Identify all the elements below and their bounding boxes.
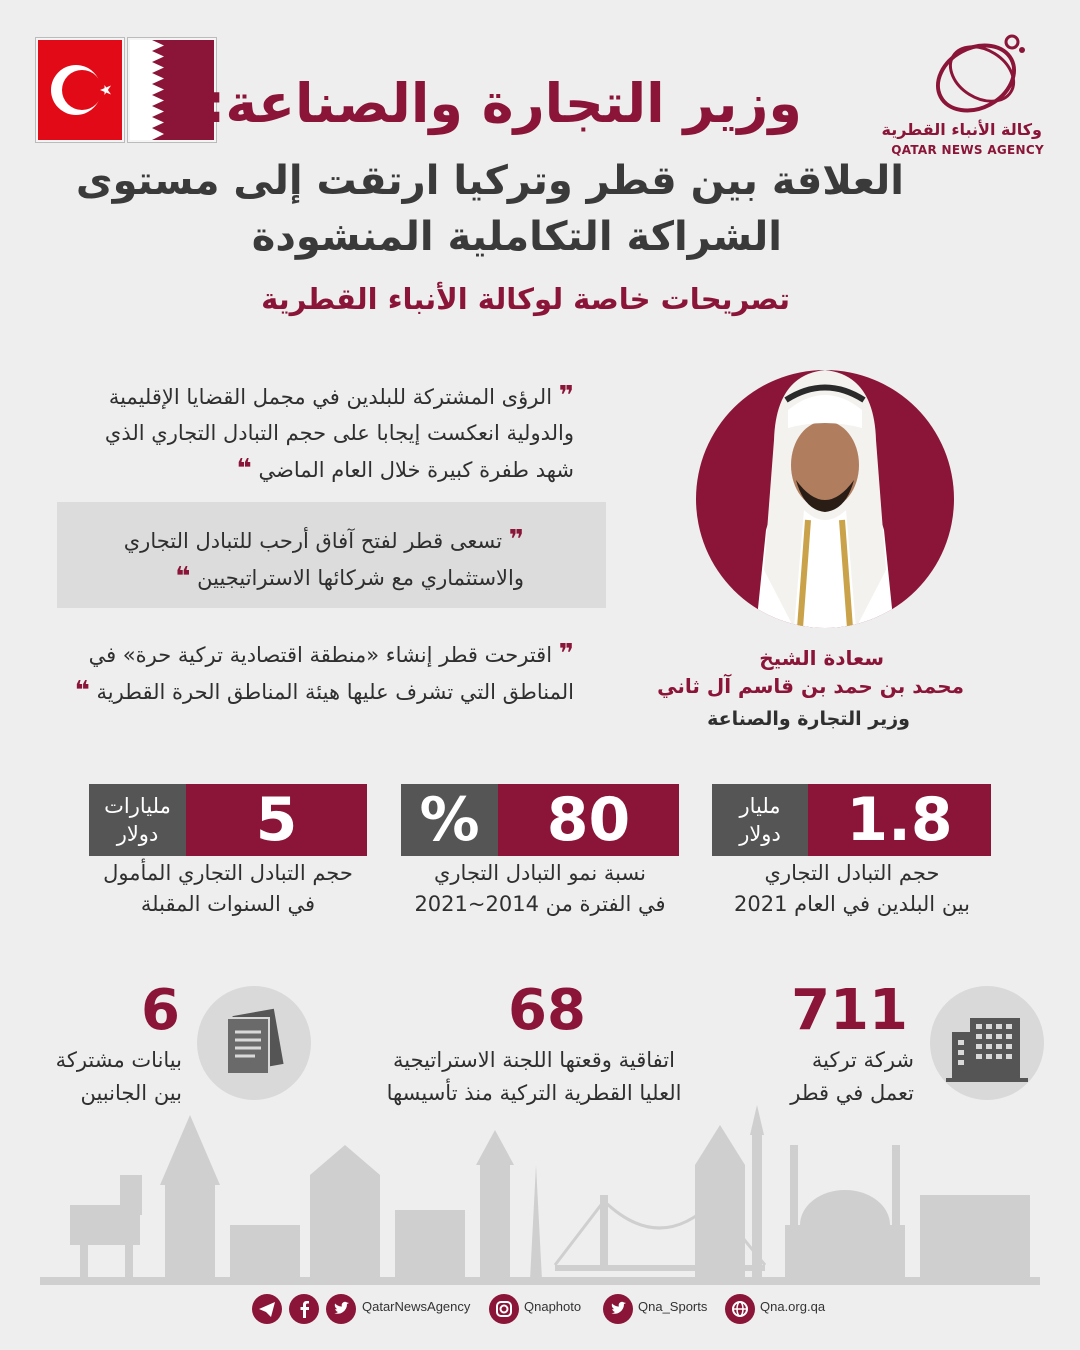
- joint-statements-caption: [56, 1044, 182, 1110]
- unit-line1: مليارات: [104, 794, 171, 818]
- quote-open-mark: ❞: [558, 381, 574, 411]
- skyline-illustration: [40, 1105, 1040, 1285]
- instagram-icon[interactable]: [489, 1294, 519, 1324]
- companies-count: 711: [791, 978, 908, 1043]
- stat-expected-caption: [70, 858, 386, 920]
- quote-2-text: تسعى قطر لفتح آفاق أرحب للتبادل التجاري والاستثماري مع شركائها الاستراتيجيين: [123, 529, 524, 590]
- logo-arabic-name: وكالة الأنباء القطرية: [881, 120, 1042, 139]
- caption-line1: اتفاقية وقعتها اللجنة الاستراتيجية: [393, 1048, 675, 1072]
- caption-line1: شركة تركية: [811, 1048, 914, 1072]
- footer-website[interactable]: Qna.org.qa: [760, 1299, 826, 1314]
- telegram-icon[interactable]: [252, 1294, 282, 1324]
- quote-3: [74, 636, 574, 710]
- turkey-flag: [36, 38, 124, 142]
- quote-1-text: الرؤى المشتركة للبلدين في مجمل القضايا الإقليمية والدولية انعكست إيجابا على حجم التبادل التجاري الذي شهد طفرة كبيرة خلال العام الماضي: [104, 385, 574, 482]
- tagline: تصريحات خاصة لوكالة الأنباء القطرية: [261, 282, 790, 316]
- documents-icon-circle: [197, 986, 311, 1100]
- twitter-sports-icon[interactable]: [603, 1294, 633, 1324]
- quote-open-mark: ❞: [508, 525, 524, 555]
- footer-handle-main[interactable]: QatarNewsAgency: [362, 1299, 471, 1314]
- documents-icon: [197, 986, 311, 1100]
- stat-growth-value: 80: [498, 784, 679, 856]
- caption-line2: تعمل في قطر: [790, 1081, 914, 1105]
- building-icon-circle: [930, 986, 1044, 1100]
- companies-caption: [790, 1044, 914, 1110]
- caption-line1: حجم التبادل التجاري: [764, 861, 940, 885]
- qna-logo-mark: [902, 30, 1052, 120]
- unit-line2: دولار: [116, 822, 159, 846]
- quote-3-text: اقترحت قطر إنشاء «منطقة اقتصادية تركية حرة» في المناطق التي تشرف عليها هيئة المناطق الحرة القطرية: [88, 643, 574, 704]
- stat-growth-unit: %: [401, 784, 498, 856]
- quote-close-mark: ❝: [74, 676, 90, 706]
- minister-name: محمد بن حمد بن قاسم آل ثاني: [657, 674, 964, 698]
- caption-line2: بين الجانبين: [80, 1081, 182, 1105]
- agreements-count: 68: [508, 978, 586, 1043]
- caption-line2: في الفترة من 2014~2021: [414, 892, 666, 916]
- headline: وزير التجارة والصناعة:: [203, 72, 802, 135]
- logo-english-name: QATAR NEWS AGENCY: [891, 143, 1044, 157]
- minister-portrait: [696, 370, 954, 628]
- unit-line2: دولار: [739, 822, 781, 846]
- caption-line2: بين البلدين في العام 2021: [733, 892, 970, 916]
- stat-expected-unit: [89, 784, 186, 856]
- quote-close-mark: ❝: [236, 454, 252, 484]
- twitter-icon[interactable]: [326, 1294, 356, 1324]
- stat-growth-caption: [380, 858, 700, 920]
- quote-1: [74, 378, 574, 488]
- subtitle-line2: الشراكة التكاملية المنشودة: [251, 214, 782, 260]
- minister-title: وزير التجارة والصناعة: [707, 708, 910, 730]
- footer-handle-photo[interactable]: Qnaphoto: [524, 1299, 582, 1314]
- qatar-flag-emblem: [130, 40, 214, 140]
- building-icon: [930, 986, 1044, 1100]
- quote-2: [54, 522, 524, 596]
- social-footer: [0, 1288, 1080, 1328]
- stat-trade-volume-value: 1.8: [808, 784, 991, 856]
- subtitle-line1: العلاقة بين قطر وتركيا ارتقت إلى مستوى: [75, 158, 904, 204]
- quote-open-mark: ❞: [558, 639, 574, 669]
- minister-photo: [696, 370, 954, 628]
- turkey-flag-emblem: [38, 40, 122, 140]
- globe-icon[interactable]: [725, 1294, 755, 1324]
- minister-honorific: سعادة الشيخ: [759, 646, 884, 670]
- caption-line1: بيانات مشتركة: [55, 1048, 182, 1072]
- caption-line1: حجم التبادل التجاري المأمول: [103, 861, 353, 885]
- caption-line2: في السنوات المقبلة: [140, 892, 316, 916]
- quote-close-mark: ❝: [175, 562, 191, 592]
- unit-line1: مليار: [739, 794, 781, 818]
- joint-statements-count: 6: [141, 978, 180, 1043]
- caption-line2: العليا القطرية التركية منذ تأسيسها: [386, 1081, 682, 1105]
- caption-line1: نسبة نمو التبادل التجاري: [433, 861, 647, 885]
- stat-expected-value: 5: [186, 784, 367, 856]
- footer-handle-sports[interactable]: Qna_Sports: [638, 1299, 708, 1314]
- stat-trade-volume-unit: [712, 784, 808, 856]
- agreements-caption: [360, 1044, 708, 1110]
- stat-trade-volume-caption: [700, 858, 1004, 920]
- facebook-icon[interactable]: [289, 1294, 319, 1324]
